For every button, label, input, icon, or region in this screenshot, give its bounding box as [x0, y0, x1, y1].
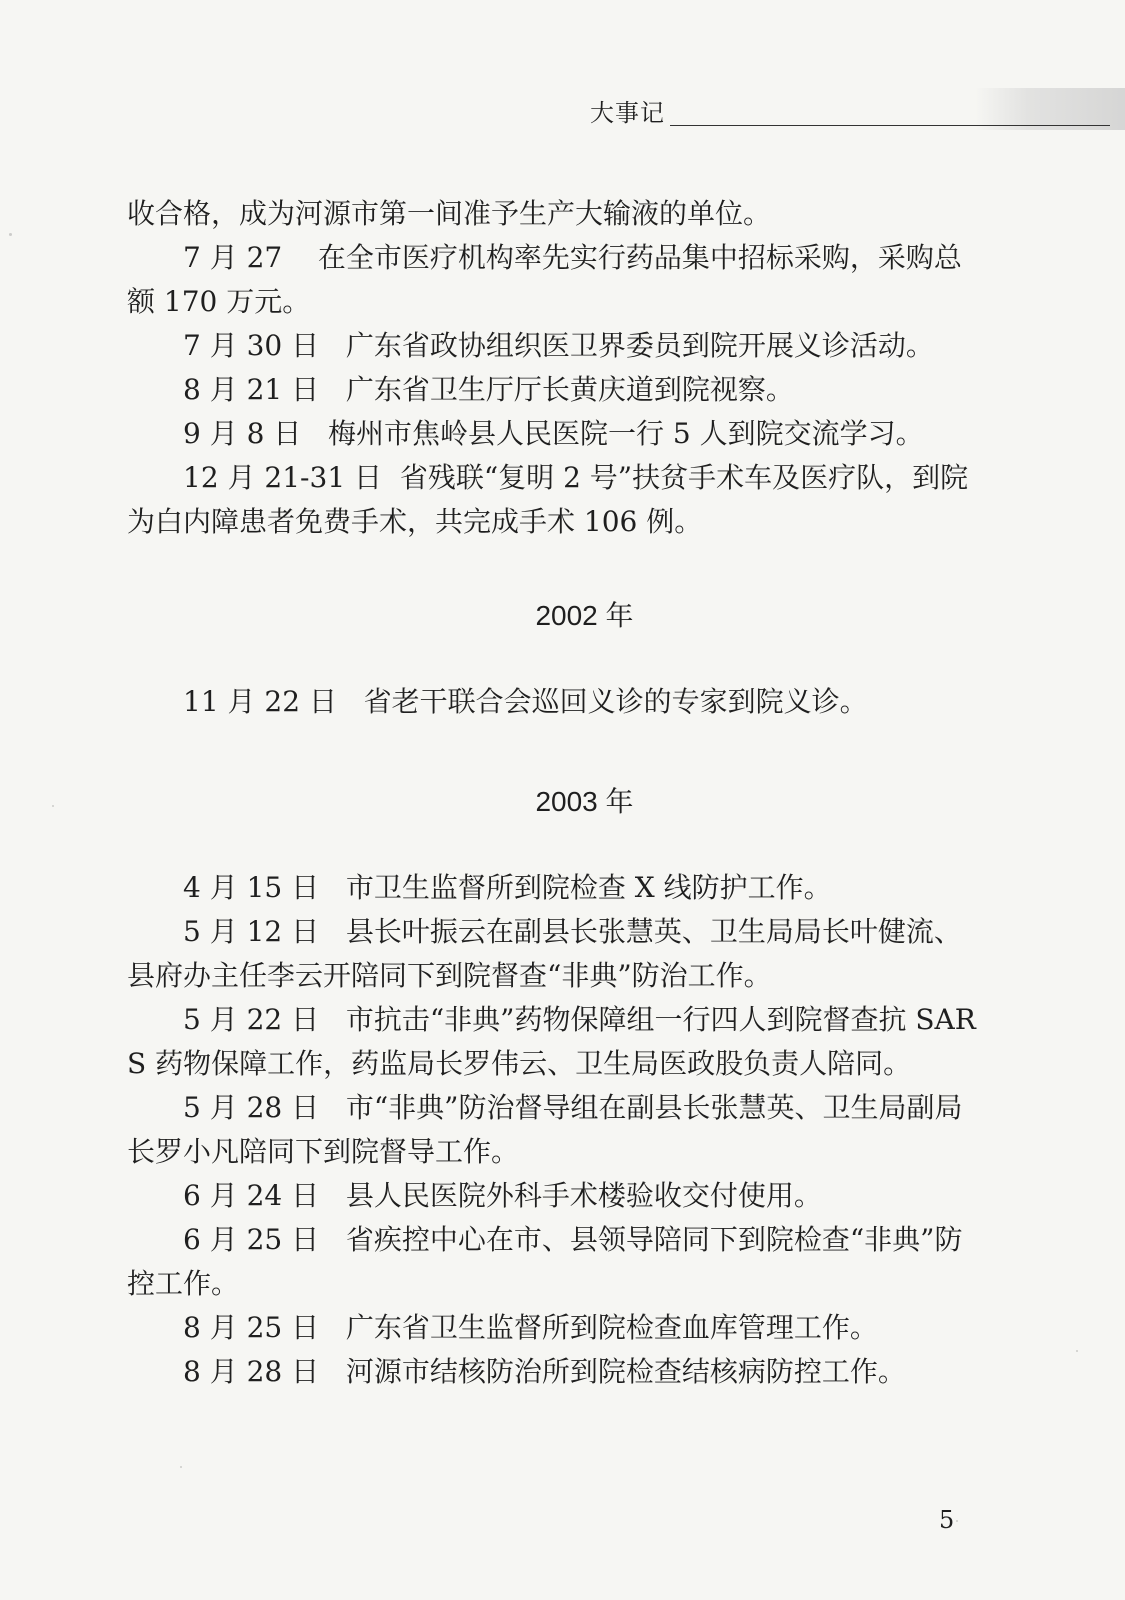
year-heading-2003: 2003 年	[535, 786, 634, 817]
event-paragraph: 9 月 8 日 梅州市焦岭县人民医院一行 5 人到院交流学习。	[183, 417, 924, 450]
section-gap	[127, 724, 982, 782]
event-paragraph: 8 月 21 日 广东省卫生厅厅长黄庆道到院视察。	[183, 373, 794, 406]
scan-speck	[956, 1520, 958, 1522]
page-number: 5	[939, 1506, 955, 1534]
section-gap	[127, 636, 982, 680]
scan-speck	[52, 805, 54, 807]
event-paragraph: 5 月 28 日 市“非典”防治督导组在副县长张慧英、卫生局副局长罗小凡陪同下到院督导工作。	[127, 1091, 963, 1168]
event-paragraph: 5 月 12 日 县长叶振云在副县长张慧英、卫生局局长叶健流、县府办主任李云开陪同下到院督查“非典”防治工作。	[127, 915, 962, 992]
event-paragraph: 5 月 22 日 市抗击“非典”药物保障组一行四人到院督查抗 SARS 药物保障工作，药监局长罗伟云、卫生局医政股负责人陪同。	[127, 1003, 976, 1080]
event-paragraph: 8 月 25 日 广东省卫生监督所到院检查血库管理工作。	[183, 1311, 878, 1344]
page-header	[560, 96, 1110, 130]
paragraph-continuation: 收合格，成为河源市第一间准予生产大输液的单位。	[127, 197, 772, 230]
scan-speck	[1076, 1350, 1078, 1352]
section-gap	[127, 822, 982, 866]
header-rule	[670, 125, 1110, 126]
event-paragraph: 6 月 25 日 省疾控中心在市、县领导陪同下到院检查“非典”防控工作。	[127, 1223, 963, 1300]
event-paragraph: 6 月 24 日 县人民医院外科手术楼验收交付使用。	[183, 1179, 822, 1212]
section-gap	[127, 544, 982, 596]
event-paragraph: 4 月 15 日 市卫生监督所到院检查 X 线防护工作。	[183, 871, 832, 904]
event-paragraph: 8 月 28 日 河源市结核防治所到院检查结核病防控工作。	[183, 1355, 906, 1388]
scan-speck	[9, 233, 12, 236]
header-title: 大事记	[590, 99, 665, 127]
event-paragraph: 11 月 22 日 省老干联合会巡回义诊的专家到院义诊。	[183, 685, 868, 718]
event-paragraph: 7 月 27 在全市医疗机构率先实行药品集中招标采购，采购总额 170 万元。	[127, 241, 962, 318]
year-heading-2002: 2002 年	[535, 600, 634, 631]
document-body	[127, 192, 982, 1394]
scan-speck	[180, 1466, 182, 1468]
event-paragraph: 7 月 30 日 广东省政协组织医卫界委员到院开展义诊活动。	[183, 329, 934, 362]
event-paragraph: 12 月 21-31 日 省残联“复明 2 号”扶贫手术车及医疗队，到院为白内障患者免费手术，共完成手术 106 例。	[127, 461, 969, 538]
